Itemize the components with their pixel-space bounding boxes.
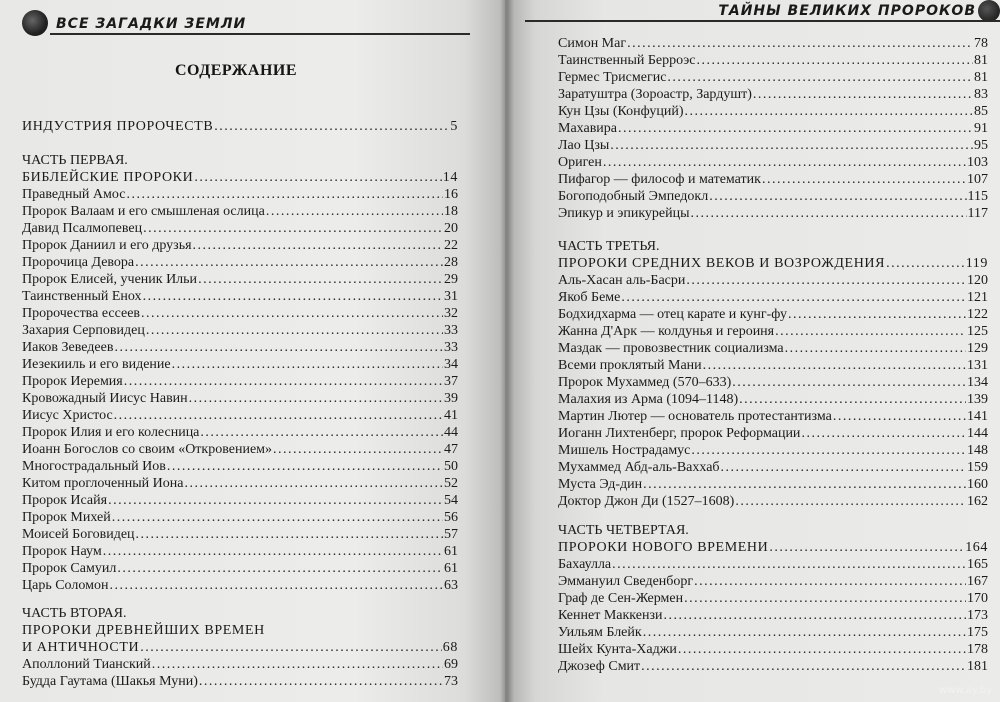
entry-title: Пророк Наум: [22, 544, 102, 559]
entry-title: ПРОРОКИ СРЕДНИХ ВЕКОВ И ВОЗРОЖДЕНИЯ: [558, 256, 886, 271]
dot-leader: [694, 573, 966, 591]
entry-title: Пророк Иеремия: [22, 374, 123, 389]
toc-entry: [558, 171, 988, 189]
globe-logo-icon: [22, 10, 48, 36]
entry-title: Мишель Нострадамус: [558, 443, 691, 458]
toc-entry: [558, 425, 988, 443]
dot-leader: [684, 103, 973, 121]
entry-page: 129: [967, 341, 988, 356]
entry-page: 103: [967, 155, 988, 170]
running-header-right: ТАЙНЫ ВЕЛИКИХ ПРОРОКОВ: [718, 3, 976, 19]
toc-entry: [22, 577, 458, 595]
toc-entry: [22, 373, 458, 391]
entry-title: Богоподобный Эмпедокл: [558, 189, 709, 204]
entry-title: Шейх Кунта-Хаджи: [558, 642, 677, 657]
entry-page: 69: [444, 657, 458, 672]
entry-title: Многострадальный Иов: [22, 459, 166, 474]
entry-page: 91: [974, 121, 988, 136]
toc-entry: [558, 556, 988, 574]
dot-leader: [136, 526, 443, 544]
entry-title: Джозеф Смит: [558, 659, 641, 674]
toc-entry: [558, 340, 988, 358]
entry-page: 95: [974, 138, 988, 153]
toc-entry: [558, 590, 988, 608]
entry-title: Лао Цзы: [558, 138, 610, 153]
dot-leader: [141, 305, 443, 323]
entry-title: Якоб Беме: [558, 290, 621, 305]
entry-title: Пророк Валаам и его смышленая ослица: [22, 204, 265, 219]
entry-title: Царь Соломон: [22, 578, 109, 593]
entry-page: 162: [967, 494, 988, 509]
dot-leader: [199, 673, 443, 691]
entry-page: 57: [444, 527, 458, 542]
dot-leader: [697, 52, 973, 70]
dot-leader: [126, 186, 443, 204]
dot-leader: [610, 137, 973, 155]
toc-entry: [22, 673, 458, 691]
entry-page: 144: [967, 426, 988, 441]
toc-entry: [22, 560, 458, 578]
dot-leader: [112, 509, 443, 527]
entry-page: 81: [974, 53, 988, 68]
dot-leader: [618, 120, 973, 138]
dot-leader: [143, 220, 443, 238]
dot-leader: [643, 476, 966, 494]
toc-entry: [22, 509, 458, 527]
dot-leader: [198, 271, 443, 289]
toc-entry: [558, 607, 988, 625]
dot-leader: [732, 374, 966, 392]
toc-entry: [22, 271, 458, 289]
dot-leader: [667, 69, 973, 87]
dot-leader: [686, 272, 966, 290]
entry-page: 44: [444, 425, 458, 440]
dot-leader: [721, 459, 966, 477]
entry-title: Махавира: [558, 121, 618, 136]
toc-entry: [22, 254, 458, 272]
dot-leader: [739, 391, 966, 409]
toc-entry: [558, 573, 988, 591]
entry-page: 33: [444, 340, 458, 355]
toc-entry: [22, 356, 458, 374]
dot-leader: [762, 171, 966, 189]
entry-page: 56: [444, 510, 458, 525]
toc-entry: [558, 658, 988, 676]
entry-page: 141: [967, 409, 988, 424]
entry-title: Граф де Сен-Жермен: [558, 591, 684, 606]
entry-page: 167: [967, 574, 988, 589]
dot-leader: [114, 339, 443, 357]
entry-page: 83: [974, 87, 988, 102]
entry-title: Кун Цзы (Конфуций): [558, 104, 684, 119]
toc-entry: [558, 120, 988, 138]
entry-page: 33: [444, 323, 458, 338]
toc-entry: [558, 459, 988, 477]
entry-title: Пифагор — философ и математик: [558, 172, 761, 187]
entry-page: 173: [967, 608, 988, 623]
entry-title: Моисей Боговидец: [22, 527, 135, 542]
toc-entry: [558, 205, 988, 223]
dot-leader: [621, 289, 966, 307]
entry-page: 159: [967, 460, 988, 475]
entry-title: Аполлоний Тианский: [22, 657, 151, 672]
entry-page: 164: [965, 540, 988, 555]
entry-title: Эпикур и эпикурейцы: [558, 206, 690, 221]
dot-leader: [753, 86, 973, 104]
entry-title: ПРОРОКИ НОВОГО ВРЕМЕНИ: [558, 540, 769, 555]
toc-entry: [558, 103, 988, 121]
dot-leader: [703, 357, 966, 375]
entry-title: Пророк Даниил и его друзья: [22, 238, 192, 253]
entry-title: Пророк Самуил: [22, 561, 117, 576]
dot-leader: [691, 442, 966, 460]
toc-entry: [22, 526, 458, 544]
toc-entry: [558, 357, 988, 375]
dot-leader: [833, 408, 966, 426]
toc-entry: [22, 322, 458, 340]
toc-entry: [558, 137, 988, 155]
entry-title: Иоганн Лихтенберг, пророк Реформации: [558, 426, 801, 441]
toc-entry-intro: [22, 118, 458, 136]
entry-page: 125: [967, 324, 988, 339]
entry-title: Гермес Трисмегис: [558, 70, 667, 85]
dot-leader: [684, 590, 966, 608]
dot-leader: [641, 658, 966, 676]
entry-title: Аль-Хасан аль-Басри: [558, 273, 686, 288]
entry-title: Пророчества ессеев: [22, 306, 141, 321]
contents-heading: СОДЕРЖАНИЕ: [175, 62, 298, 79]
entry-page: 32: [444, 306, 458, 321]
dot-leader: [143, 288, 443, 306]
dot-leader: [801, 425, 966, 443]
toc-entry: [558, 69, 988, 87]
toc-entry: [22, 543, 458, 561]
dot-leader: [189, 390, 443, 408]
toc-entry: [22, 305, 458, 323]
entry-page: 28: [444, 255, 458, 270]
toc-entry: [558, 272, 988, 290]
entry-title: Кровожадный Иисус Навин: [22, 391, 188, 406]
toc-entry: [558, 442, 988, 460]
dot-leader: [735, 493, 966, 511]
toc-entry: [558, 86, 988, 104]
toc-entry: [558, 35, 988, 53]
toc-entry: [558, 391, 988, 409]
entry-page: 61: [444, 544, 458, 559]
dot-leader: [266, 203, 443, 221]
entry-title: Иисус Христос: [22, 408, 113, 423]
dot-leader: [193, 237, 443, 255]
entry-title: Таинственный Енох: [22, 289, 142, 304]
entry-page: 18: [444, 204, 458, 219]
toc-entry-part1-title: [22, 169, 458, 187]
toc-entry: [558, 408, 988, 426]
entry-page: 117: [967, 206, 988, 221]
entry-page: 68: [442, 640, 458, 655]
entry-title: Жанна Д'Арк — колдунья и героиня: [558, 324, 775, 339]
entry-page: 39: [444, 391, 458, 406]
entry-page: 181: [967, 659, 988, 674]
dot-leader: [691, 205, 967, 223]
entry-title: Доктор Джон Ди (1527–1608): [558, 494, 735, 509]
entry-page: 119: [965, 256, 988, 271]
entry-title: Праведный Амос: [22, 187, 126, 202]
toc-entry: [22, 458, 458, 476]
toc-entry: [22, 288, 458, 306]
decor-mark-icon: [978, 0, 1000, 22]
entry-page: 160: [967, 477, 988, 492]
entry-page: 29: [444, 272, 458, 287]
toc-entry-part2-title: [22, 639, 458, 657]
dot-leader: [103, 543, 443, 561]
entry-page: 73: [444, 674, 458, 689]
entry-title: Пророк Михей: [22, 510, 111, 525]
toc-entry: [558, 306, 988, 324]
dot-leader: [678, 641, 966, 659]
toc-entry: [22, 656, 458, 674]
toc-entry: [558, 52, 988, 70]
entry-page: 134: [967, 375, 988, 390]
toc-entry-part3-title: [558, 255, 988, 273]
entry-page: 165: [967, 557, 988, 572]
dot-leader: [167, 458, 443, 476]
dot-leader: [124, 373, 443, 391]
book-gutter: [500, 0, 514, 702]
entry-title: ИНДУСТРИЯ ПРОРОЧЕСТВ: [22, 119, 214, 134]
entry-page: 148: [967, 443, 988, 458]
toc-entry: [22, 441, 458, 459]
entry-page: 22: [444, 238, 458, 253]
entry-title: Будда Гаутама (Шакья Муни): [22, 674, 198, 689]
entry-title: Уильям Блейк: [558, 625, 642, 640]
entry-title: Симон Маг: [558, 36, 627, 51]
entry-title: Давид Псалмопевец: [22, 221, 143, 236]
entry-title: Бахаулла: [558, 557, 612, 572]
toc-entry: [558, 476, 988, 494]
part4-label: ЧАСТЬ ЧЕТВЕРТАЯ.: [558, 523, 689, 538]
entry-title: Пророк Мухаммед (570–633): [558, 375, 732, 390]
entry-page: 175: [967, 625, 988, 640]
dot-leader: [603, 154, 966, 172]
entry-page: 34: [444, 357, 458, 372]
toc-entry: [22, 492, 458, 510]
entry-title: Пророк Исайя: [22, 493, 108, 508]
entry-title: Заратуштра (Зороастр, Зардушт): [558, 87, 752, 102]
toc-entry: [558, 641, 988, 659]
toc-entry: [22, 220, 458, 238]
dot-leader: [627, 35, 973, 53]
entry-page: 37: [444, 374, 458, 389]
dot-leader: [108, 492, 443, 510]
part2-label: ЧАСТЬ ВТОРАЯ.: [22, 606, 127, 621]
entry-page: 61: [444, 561, 458, 576]
entry-page: 63: [444, 578, 458, 593]
toc-entry: [22, 475, 458, 493]
toc-entry: [22, 424, 458, 442]
toc-entry: [558, 188, 988, 206]
entry-title: Маздак — провозвестник социализма: [558, 341, 784, 356]
entry-page: 52: [444, 476, 458, 491]
entry-page: 20: [444, 221, 458, 236]
entry-title: Малахия из Арма (1094–1148): [558, 392, 739, 407]
dot-leader: [117, 560, 443, 578]
part2-title-line1: ПРОРОКИ ДРЕВНЕЙШИХ ВРЕМЕН: [22, 623, 265, 638]
entry-page: 78: [974, 36, 988, 51]
part3-label: ЧАСТЬ ТРЕТЬЯ.: [558, 239, 660, 254]
toc-entry: [558, 624, 988, 642]
part1-label: ЧАСТЬ ПЕРВАЯ.: [22, 153, 128, 168]
running-header-left: ВСЕ ЗАГАДКИ ЗЕМЛИ: [56, 16, 247, 32]
entry-page: 85: [974, 104, 988, 119]
entry-title: Иаков Зеведеев: [22, 340, 114, 355]
watermark: www.ay.by: [939, 685, 992, 696]
toc-entry: [558, 374, 988, 392]
entry-page: 122: [967, 307, 988, 322]
dot-leader: [612, 556, 966, 574]
entry-title: Эммануил Сведенборг: [558, 574, 694, 589]
dot-leader: [135, 254, 443, 272]
dot-leader: [152, 656, 443, 674]
entry-title: Пророчица Девора: [22, 255, 135, 270]
entry-title: БИБЛЕЙСКИЕ ПРОРОКИ: [22, 170, 194, 185]
entry-page: 54: [444, 493, 458, 508]
toc-entry: [22, 407, 458, 425]
entry-title: Всеми проклятый Мани: [558, 358, 702, 373]
entry-page: 47: [444, 442, 458, 457]
entry-title: Китом проглоченный Иона: [22, 476, 184, 491]
dot-leader: [146, 322, 443, 340]
toc-entry: [558, 323, 988, 341]
entry-title: Захария Серповидец: [22, 323, 145, 338]
entry-title: И АНТИЧНОСТИ: [22, 640, 140, 655]
entry-page: 115: [967, 189, 988, 204]
entry-page: 170: [967, 591, 988, 606]
entry-title: Иоанн Богослов со своим «Откровением»: [22, 442, 273, 457]
dot-leader: [663, 607, 966, 625]
dot-leader: [709, 188, 966, 206]
entry-title: Пророк Елисей, ученик Ильи: [22, 272, 198, 287]
entry-page: 5: [450, 119, 458, 134]
entry-page: 50: [444, 459, 458, 474]
toc-entry: [22, 390, 458, 408]
entry-title: Пророк Илия и его колесница: [22, 425, 200, 440]
entry-title: Иезекииль и его видение: [22, 357, 171, 372]
header-rule-left: [50, 33, 470, 35]
entry-title: Таинственный Берроэс: [558, 53, 696, 68]
entry-title: Мухаммед Абд-аль-Ваххаб: [558, 460, 720, 475]
entry-title: Бодхидхарма — отец карате и кунг-фу: [558, 307, 788, 322]
dot-leader: [114, 407, 443, 425]
dot-leader: [184, 475, 443, 493]
entry-page: 41: [444, 408, 458, 423]
toc-entry: [558, 289, 988, 307]
entry-title: Муста Эд-дин: [558, 477, 643, 492]
entry-page: 81: [974, 70, 988, 85]
dot-leader: [643, 624, 966, 642]
entry-page: 31: [444, 289, 458, 304]
entry-page: 131: [967, 358, 988, 373]
entry-page: 178: [967, 642, 988, 657]
toc-entry: [22, 237, 458, 255]
toc-entry: [22, 186, 458, 204]
toc-entry-part4-title: [558, 539, 988, 557]
dot-leader: [273, 441, 443, 459]
dot-leader: [109, 577, 443, 595]
toc-entry: [558, 154, 988, 172]
entry-page: 14: [442, 170, 458, 185]
dot-leader: [788, 306, 966, 324]
dot-leader: [785, 340, 966, 358]
toc-entry: [558, 493, 988, 511]
dot-leader: [775, 323, 966, 341]
entry-page: 121: [967, 290, 988, 305]
entry-title: Ориген: [558, 155, 602, 170]
header-rule-right: [525, 20, 1000, 22]
entry-page: 139: [967, 392, 988, 407]
dot-leader: [172, 356, 443, 374]
toc-entry: [22, 339, 458, 357]
entry-page: 16: [444, 187, 458, 202]
entry-page: 107: [967, 172, 988, 187]
entry-page: 120: [967, 273, 988, 288]
dot-leader: [200, 424, 443, 442]
entry-title: Кеннет Маккензи: [558, 608, 663, 623]
toc-entry: [22, 203, 458, 221]
entry-title: Мартин Лютер — основатель протестантизма: [558, 409, 832, 424]
